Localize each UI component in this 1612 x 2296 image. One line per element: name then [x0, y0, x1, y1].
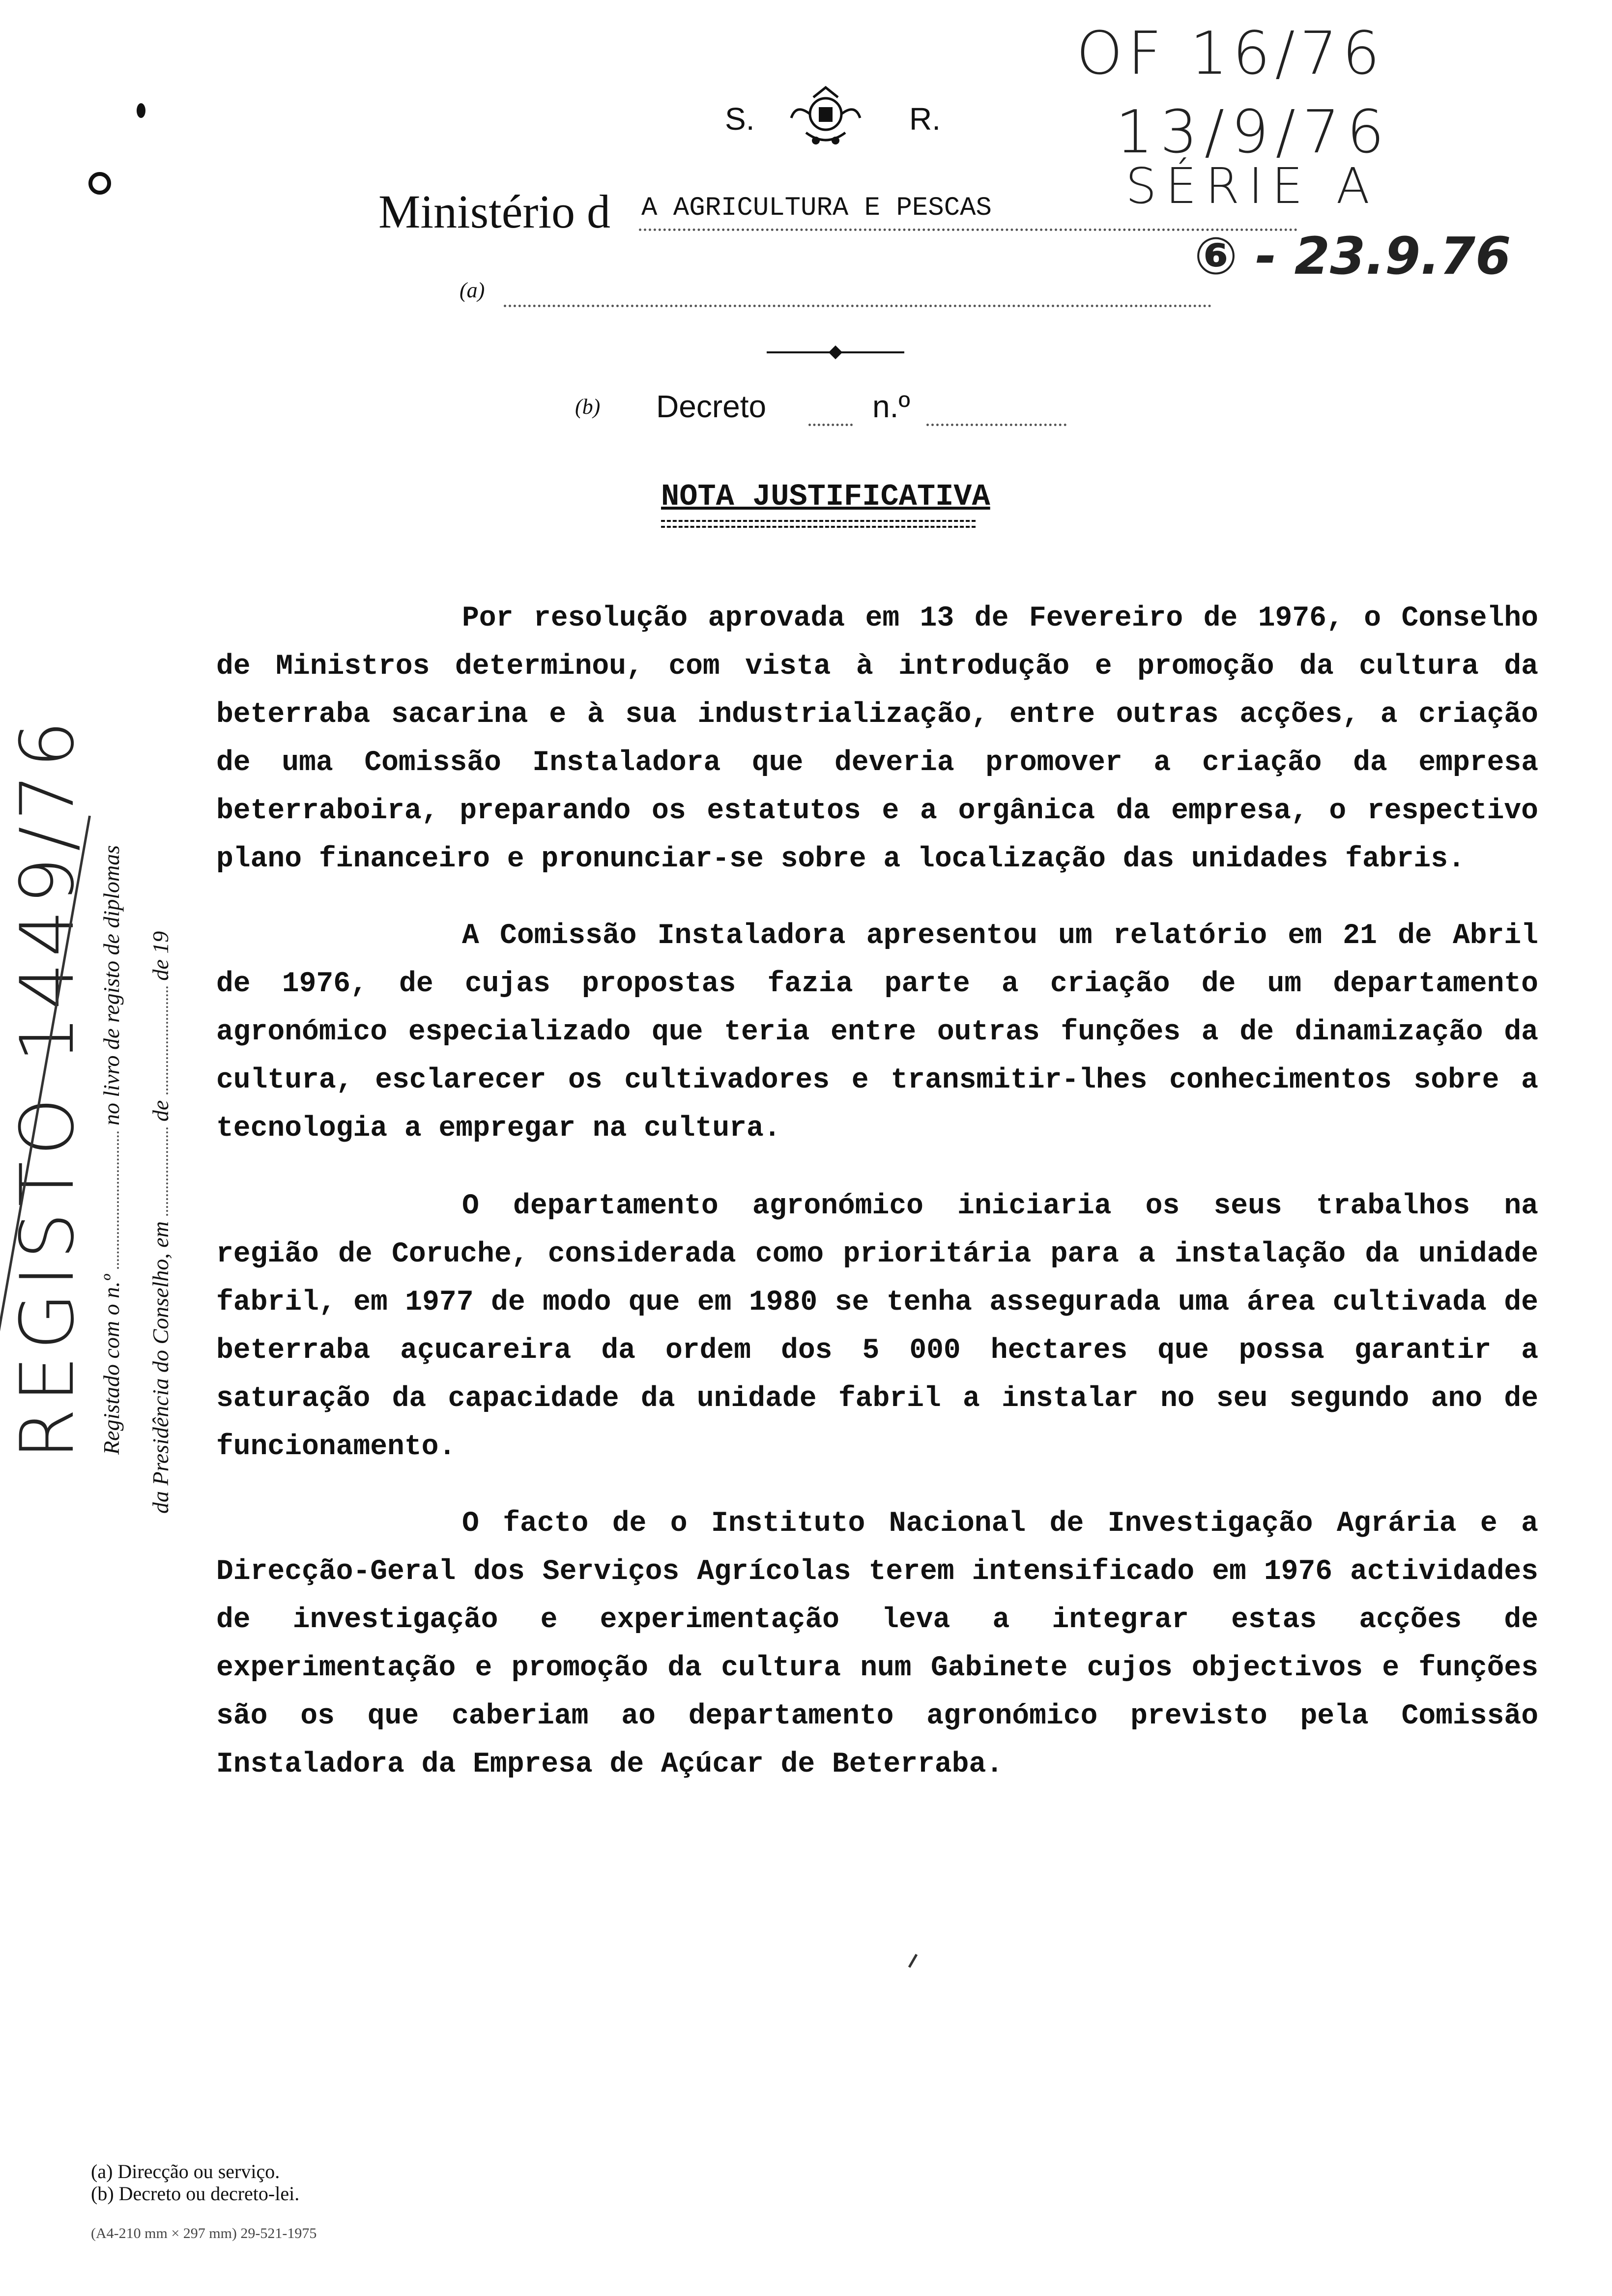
registration-year-label: de 19 [148, 931, 173, 981]
service-dotted-line [504, 305, 1211, 307]
header-r: R. [909, 101, 941, 137]
footnote-a: (a) Direcção ou serviço. [91, 2160, 280, 2182]
title-double-underline [661, 520, 976, 528]
ministerio-dotted-line [639, 229, 1297, 231]
body-paragraph-2 [216, 912, 1538, 1153]
handwritten-series: SÉRIE A [1125, 157, 1379, 215]
paragraph-1-text: Por resolução aprovada em 13 de Fevereiro de 1976, o Conselho de Ministros determinou, com vista à introdução e promoção da cultura da beterraba sacarina e à sua industrialização, entre outras acções, a criação de uma Comissão Instaladora que deveria promover a criação da empresa beterraboira, preparando os estatutos e a orgânica da empresa, o respectivo plano financeiro e pronunciar-se sobre a localização das unidades fabris. [216, 603, 1538, 875]
ministerio-value: A AGRICULTURA E PESCAS [641, 193, 992, 223]
registration-book-label: no livro de registo de diplomas [99, 845, 124, 1126]
republic-emblem-icon [786, 84, 865, 152]
ministerio-label: Ministério d [378, 185, 610, 238]
footnote-marker-a: (a) [460, 278, 485, 302]
registration-line-1 [98, 845, 124, 1455]
punch-hole-mark [88, 172, 111, 195]
registration-month-label: de [148, 1100, 173, 1122]
handwritten-date: 13/9/76 [1116, 98, 1391, 167]
paragraph-2-text: A Comissão Instaladora apresentou um relatório em 21 de Abril de 1976, de cujas propostas fazia parte a criação de um departamento agronómico especializado que teria entre outras funções a de dinamização da cultura, esclarecer os cultivadores e transmitir-lhes conhecimentos sobre a tecnologia a empregar na cultura. [216, 920, 1538, 1145]
handwritten-entry-date: ⑥ - 23.9.76 [1194, 226, 1511, 286]
registration-date-label: da Presidência do Conselho, em [148, 1221, 173, 1514]
handwritten-reference: OF 16/76 [1076, 20, 1385, 88]
header-s: S. [725, 101, 755, 137]
registration-number-label: Registado com o n.º [99, 1274, 124, 1455]
paragraph-4-text: O facto de o Instituto Nacional de Investigação Agrária e a Direcção-Geral dos Serviços Agrícolas terem intensificado em 1976 actividades de investigação e experimentação leva a integrar estas acções de experimentação e promoção da cultura num Gabinete cujos objectivos e funções são os que caberiam ao departamento agronómico previsto pela Comissão Instaladora da Empresa de Açúcar de Beterraba. [216, 1508, 1538, 1780]
stray-mark-lower [908, 1954, 918, 1968]
footnote-b: (b) Decreto ou decreto-lei. [91, 2182, 300, 2205]
stray-mark [137, 103, 145, 118]
numero-label: n.º [872, 389, 910, 424]
body-paragraph-4 [216, 1500, 1538, 1789]
registration-day-dotted [166, 1127, 168, 1216]
decreto-label: Decreto [656, 389, 767, 424]
registration-month-dotted [166, 986, 168, 1094]
body-paragraph-3 [216, 1182, 1538, 1471]
body-paragraph-1 [216, 595, 1538, 884]
registration-number-dotted [117, 1131, 119, 1269]
ornament-diamond [829, 345, 842, 359]
handwritten-margin-registo: REGISTO 1449/76 [5, 715, 90, 1460]
registration-line-2 [147, 931, 173, 1514]
paragraph-3-text: O departamento agronómico iniciaria os seus trabalhos na região de Coruche, considerada como prioritária para a instalação da unidade fabril, em 1977 de modo que em 1980 se tenha assegurada uma área cultivada de beterraba açucareira da ordem dos 5 000 hectares que possa garantir a saturação da capacidade da unidade fabril a instalar no seu segundo ano de funcionamento. [216, 1190, 1538, 1463]
form-format-line: (A4-210 mm × 297 mm) 29-521-1975 [91, 2225, 317, 2241]
decreto-number-dotted-line [926, 424, 1066, 426]
footnote-marker-b: (b) [575, 395, 601, 419]
document-title: NOTA JUSTIFICATIVA [661, 479, 990, 514]
decreto-type-dotted-line [808, 424, 853, 426]
